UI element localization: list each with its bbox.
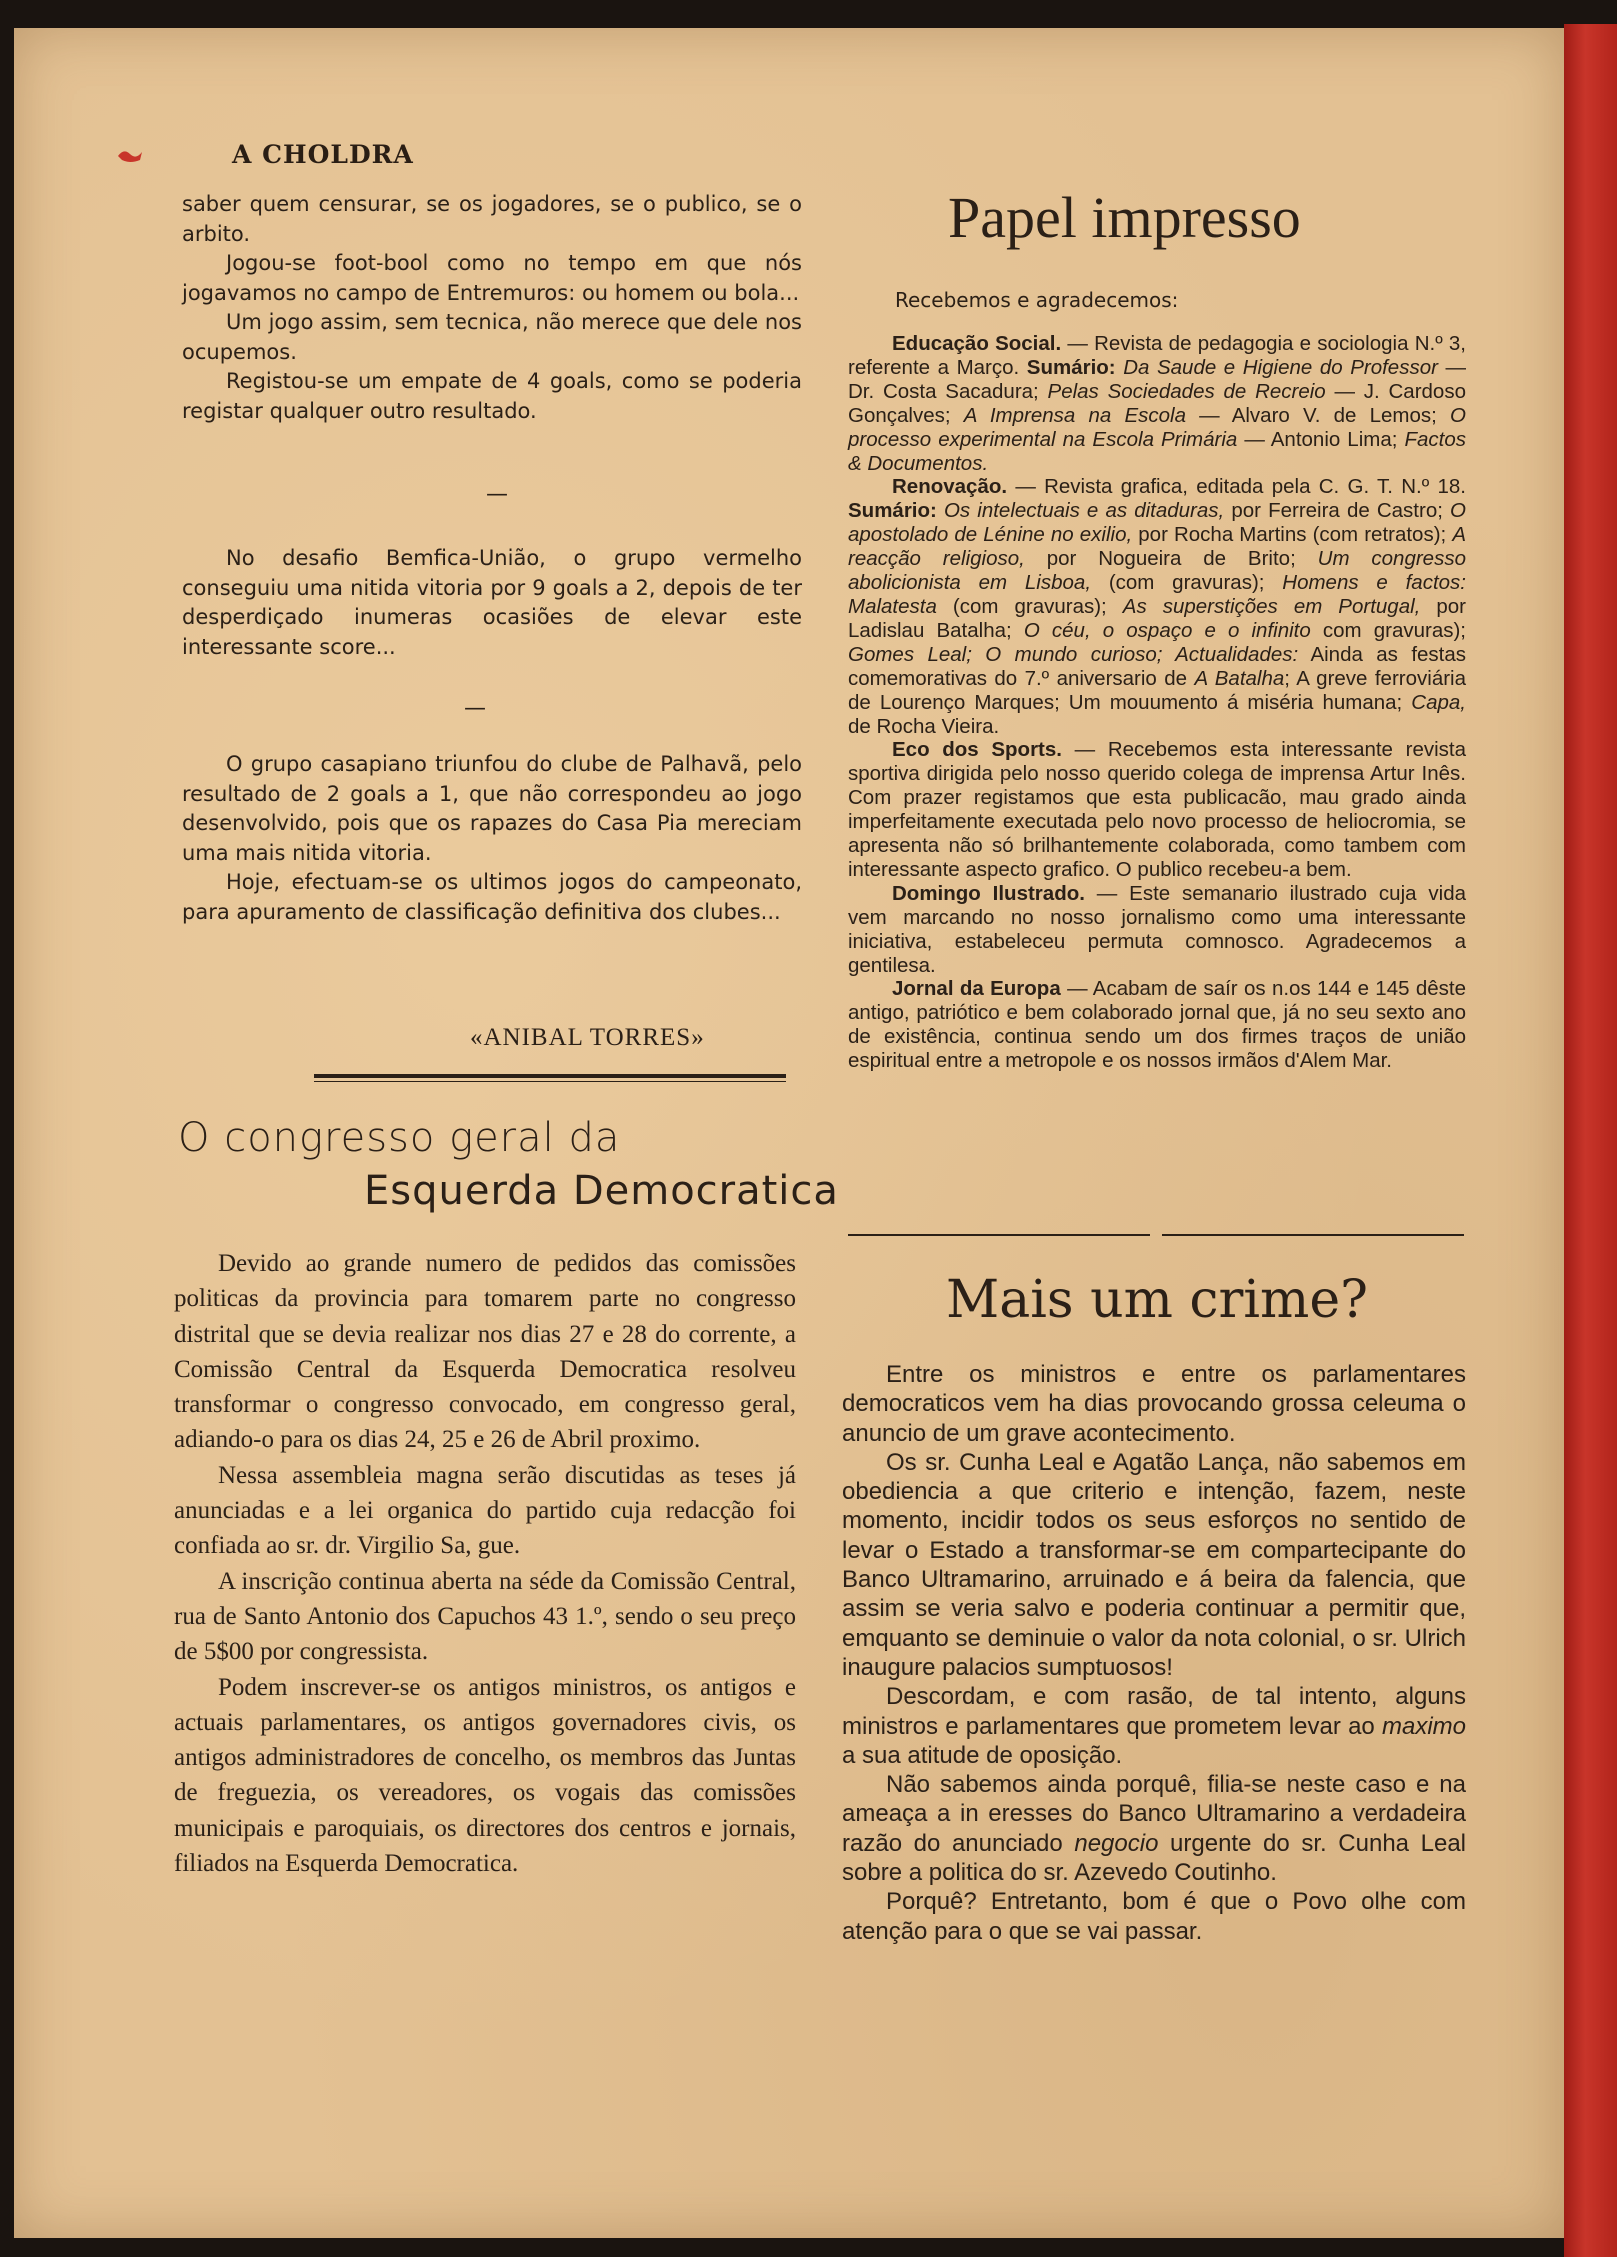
list-item: Domingo Ilustrado. — Este semanario ilustrado cuja vida vem marcando no nosso jornalismo como uma interessante iniciativa, estabeleceu permuta comnosco. Agradecemos a gentilesa. [848, 881, 1466, 977]
red-ink-mark-icon [116, 146, 144, 164]
paragraph: Registou-se um empate de 4 goals, como se poderia registar qualquer outro resultado. [182, 369, 802, 423]
paragraph: Devido ao grande numero de pedidos das comissões politicas da provincia para tomarem parte no congresso distrital que se devia realizar nos dias 27 e 28 do corrente, a Comissão Central da Esquerda Democratica resolveu transformar o congresso convocado, em congresso geral, adiando-o para os dias 24, 25 e 26 de Abril proximo. [174, 1250, 796, 1454]
paragraph: Podem inscrever-se os antigos ministros, os antigos e actuais parlamentares, os antigos governadores civis, os antigos administradores de concelho, os membros das Juntas de freguezia, os vereadores, os vogais das comissões municipais e paroquiais, os directores dos centros e jornais, filiados na Esquerda Democratica. [174, 1673, 796, 1878]
congresso-title-line2: Esquerda Democratica [364, 1168, 839, 1214]
papel-impresso-list [848, 332, 1466, 1073]
entry-name: Domingo Ilustrado. [892, 881, 1085, 905]
author-signature: «ANIBAL TORRES» [470, 1024, 705, 1051]
entry-name: Eco dos Sports. [892, 738, 1062, 762]
paragraph: No desafio Bemfica-União, o grupo vermelho conseguiu uma nitida vitoria por 9 goals a 2, depois de ter desperdiçado inumeras ocasiões de elevar este interessante score... [182, 546, 802, 659]
section-divider [314, 1074, 786, 1078]
congresso-article [174, 1246, 796, 1881]
section-dash: — [464, 696, 486, 721]
congresso-title-line1: O congresso geral da [178, 1115, 621, 1161]
section-divider [848, 1234, 1150, 1236]
paragraph: Entre os ministros e entre os parlamentares democraticos vem ha dias provocando grossa celeuma o anuncio de um grave acontecimento. [842, 1361, 1466, 1447]
paragraph: Não sabemos ainda porquê, filia-se neste caso e na ameaça a in eresses do Banco Ultramarino a verdadeira razão do anunciado negocio urgente do sr. Cunha Leal sobre a politica do sr. Azevedo Coutinho. [842, 1771, 1467, 1887]
paragraph: Porquê? Entretanto, bom é que o Povo olhe com atenção para o que se vai passar. [842, 1888, 1466, 1945]
page-header-title: A CHOLDRA [232, 140, 414, 169]
sports-article [182, 190, 802, 426]
section-divider [314, 1081, 786, 1082]
list-item: Eco dos Sports. — Recebemos esta interessante revista sportiva dirigida pelo nosso querido colega de imprensa Artur Inês. Com prazer registamos que esta publicacão, mau grado ainda imperfeitamente executada pelo novo processo de heliocromia, se apresenta não só brilhantemente colaborada, como tambem com interessante aspecto grafico. O publico recebeu-a bem. [848, 738, 1467, 881]
paragraph: Hoje, efectuam-se os ultimos jogos do campeonato, para apuramento de classificação definitiva dos clubes... [182, 870, 802, 924]
crime-title: Mais um crime? [946, 1270, 1368, 1330]
paragraph: Um jogo assim, sem tecnica, não merece que dele nos ocupemos. [182, 310, 802, 364]
paragraph: Jogou-se foot-bool como no tempo em que nós jogavamos no campo de Entremuros: ou homem ou bola... [182, 251, 802, 305]
papel-intro: Recebemos e agradecemos: [895, 288, 1179, 312]
list-item: Educação Social. — Revista de pedagogia e sociologia N.º 3, referente a Março. Sumário: Da Saude e Higiene do Professor — Dr. Costa Sacadura; Pelas Sociedades de Recreio — J. Cardoso Gonçalves; A Imprensa na Escola — Alvaro V. de Lemos; O processo experimental na Escola Primária — Antonio Lima; Factos & Documentos. [848, 332, 1466, 475]
paragraph: Os sr. Cunha Leal e Agatão Lança, não sabemos em obediencia a que criterio e intenção, fazem, neste momento, incidir todos os seus esforços no sentido de levar o Estado a transformar-se em compartecipante do Banco Ultramarino, arruinado e á beira da falencia, que assim se veria salvo e poderia continuar a permitir que, emquanto se deminuie o valor da nota colonial, o sr. Ulrich inaugure palacios sumptuosos! [842, 1448, 1466, 1681]
paragraph: Descordam, e com rasão, de tal intento, alguns ministros e parlamentares que prometem levar ao maximo a sua atitude de oposição. [842, 1683, 1466, 1769]
red-cover-edge [1564, 24, 1617, 2257]
entry-name: Jornal da Europa [892, 977, 1061, 1001]
entry-name: Educação Social. [892, 332, 1062, 355]
list-item: Jornal da Europa — Acabam de saír os n.os 144 e 145 dêste antigo, patriótico e bem colaborado jornal que, já no seu sexto ano de existência, continua sendo um dos firmes traços de união espiritual entre a metropole e os nossos irmãos d'Alem Mar. [848, 977, 1466, 1073]
sports-article-benfica [182, 544, 802, 662]
list-item: Renovação. — Revista grafica, editada pela C. G. T. N.º 18. Sumário: Os intelectuais e as ditaduras, por Ferreira de Castro; O apostolado de Lénine no exilio, por Rocha Martins (com retratos); A reacção religioso, por Nogueira de Brito; Um congresso abolicionista em Lisboa, (com gravuras); Homens e factos: Malatesta (com gravuras); As superstições em Portugal, por Ladislau Batalha; O céu, o ospaço e o infinito com gravuras); Gomes Leal; O mundo curioso; Actualidades: Ainda as festas comemorativas do 7.º aniversario de A Batalha; A greve ferroviária de Lourenço Marques; Um mouumento á miséria humana; Capa, de Rocha Vieira. [848, 475, 1467, 738]
papel-impresso-title: Papel impresso [948, 185, 1301, 250]
crime-article [842, 1360, 1466, 1946]
section-dash: — [486, 482, 508, 507]
paragraph: saber quem censurar, se os jogadores, se o publico, se o arbito. [182, 192, 802, 246]
paragraph: O grupo casapiano triunfou do clube de Palhavã, pelo resultado de 2 goals a 1, que não correspondeu ao jogo desenvolvido, pois que os rapazes do Casa Pia mereciam uma mais nitida vitoria. [182, 752, 802, 865]
paragraph: Nessa assembleia magna serão discutidas as teses já anunciadas e a lei organica do partido cuja redacção foi confiada ao sr. dr. Virgilio Sa, gue. [174, 1461, 796, 1560]
sports-article-casapia [182, 750, 802, 927]
entry-name: Renovação. [892, 475, 1008, 499]
section-divider [1162, 1234, 1464, 1236]
paragraph: A inscrição continua aberta na séde da Comissão Central, rua de Santo Antonio dos Capuchos 43 1.º, sendo o seu preço de 5$00 por congressista. [174, 1567, 796, 1666]
